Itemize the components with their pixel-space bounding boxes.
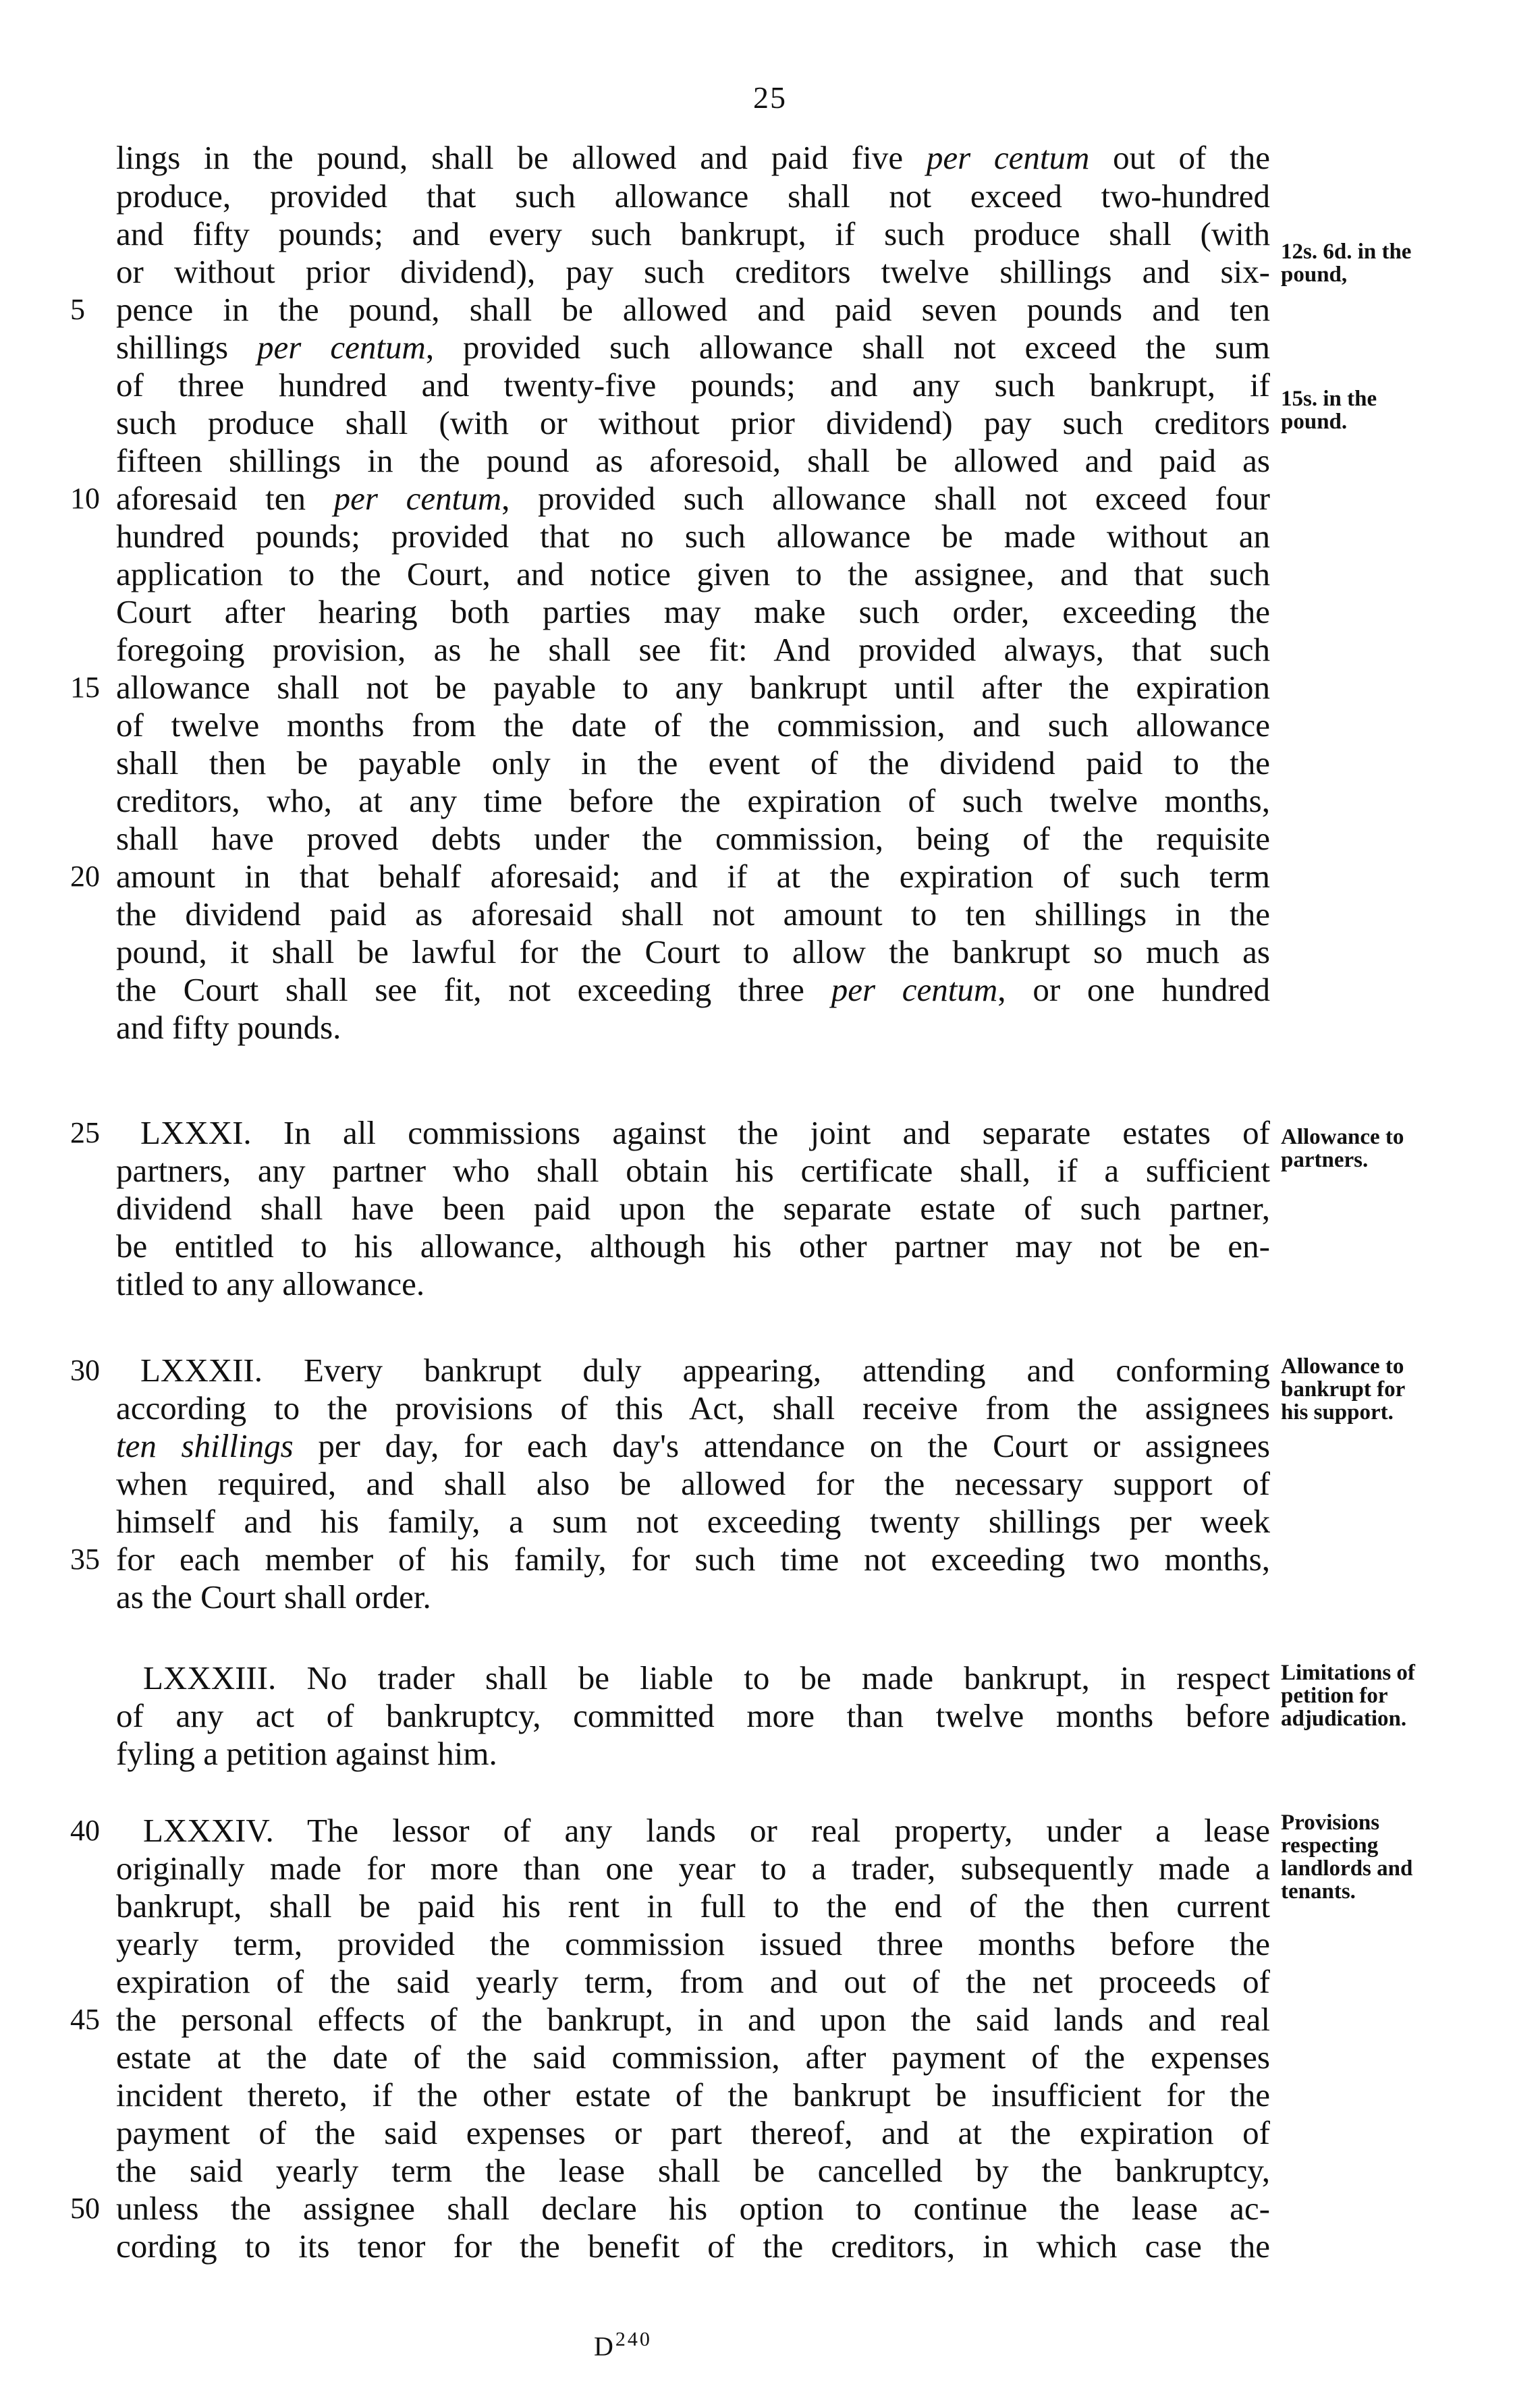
text-line: fyling a petition against him.	[116, 1735, 497, 1772]
text-line: and fifty pounds; and every such bankrupt, if such produce shall (with	[116, 215, 1270, 252]
text-line: Court after hearing both parties may make such order, exceeding the	[116, 593, 1270, 630]
margin-note-line: Limitations of	[1281, 1661, 1415, 1685]
text-line: such produce shall (with or without prior dividend) pay such creditors	[116, 404, 1270, 441]
text-line: the personal effects of the bankrupt, in and upon the said lands and real	[116, 2001, 1270, 2038]
margin-note	[1281, 1811, 1531, 1903]
text-line: bankrupt, shall be paid his rent in full to the end of the then current	[116, 1887, 1270, 1925]
text-line: produce, provided that such allowance shall not exceed two-hundred	[116, 177, 1270, 215]
margin-note-line: adjudication.	[1281, 1707, 1407, 1731]
line-number: 40	[70, 1814, 100, 1847]
text-line: hundred pounds; provided that no such allowance be made without an	[116, 518, 1270, 555]
text-line: the dividend paid as aforesaid shall not amount to ten shillings in the	[116, 895, 1270, 933]
margin-note-line: partners.	[1281, 1148, 1369, 1172]
text-line: payment of the said expenses or part thereof, and at the expiration of	[116, 2114, 1270, 2151]
margin-note	[1281, 1126, 1531, 1171]
text-line: partners, any partner who shall obtain his certificate shall, if a sufficient	[116, 1152, 1270, 1189]
line-number: 45	[70, 2003, 100, 2036]
signature-number: 240	[615, 2328, 652, 2350]
line-number: 30	[70, 1354, 100, 1387]
text-line: estate at the date of the said commission, after payment of the expenses	[116, 2039, 1270, 2076]
text-line: originally made for more than one year to a trader, subsequently made a	[116, 1850, 1270, 1887]
margin-note	[1281, 387, 1531, 433]
margin-note-line: bankrupt for	[1281, 1377, 1406, 1402]
text-line: of twelve months from the date of the commission, and such allowance	[116, 707, 1270, 744]
text-line: lings in the pound, shall be allowed and paid five per centum out of the	[116, 139, 1270, 176]
margin-note-line: tenants.	[1281, 1879, 1356, 1904]
text-line: according to the provisions of this Act, shall receive from the assignees	[116, 1389, 1270, 1427]
text-line: LXXXII. Every bankrupt duly appearing, attending and conforming	[140, 1352, 1270, 1389]
text-line: of any act of bankruptcy, committed more than twelve months before	[116, 1697, 1270, 1734]
signature-letter: D	[594, 2331, 615, 2362]
margin-note-line: 15s. in the	[1281, 387, 1377, 411]
text-line: expiration of the said yearly term, from and out of the net proceeds of	[116, 1963, 1270, 2000]
line-number: 25	[70, 1116, 100, 1149]
text-line: the Court shall see fit, not exceeding three per centum, or one hundred	[116, 971, 1270, 1008]
text-line: shillings per centum, provided such allowance shall not exceed the sum	[116, 329, 1270, 366]
text-line: and fifty pounds.	[116, 1009, 341, 1046]
text-line: LXXXIII. No trader shall be liable to be made bankrupt, in respect	[143, 1659, 1270, 1696]
margin-note-line: 12s. 6d. in the	[1281, 240, 1412, 264]
line-number: 50	[70, 2192, 100, 2225]
text-line: LXXXIV. The lessor of any lands or real property, under a lease	[143, 1812, 1270, 1849]
margin-note-line: pound,	[1281, 262, 1348, 287]
text-line: himself and his family, a sum not exceeding twenty shillings per week	[116, 1503, 1270, 1540]
text-line: shall have proved debts under the commission, being of the requisite	[116, 820, 1270, 857]
margin-note-line: his support.	[1281, 1400, 1394, 1425]
printer-signature	[594, 2328, 652, 2362]
text-line: as the Court shall order.	[116, 1578, 431, 1615]
text-line: when required, and shall also be allowed for the necessary support of	[116, 1465, 1270, 1502]
text-line: amount in that behalf aforesaid; and if at the expiration of such term	[116, 858, 1270, 895]
margin-note	[1281, 240, 1531, 286]
margin-note-line: petition for	[1281, 1684, 1388, 1708]
text-line: the said yearly term the lease shall be cancelled by the bankruptcy,	[116, 2152, 1270, 2189]
line-number: 10	[70, 482, 100, 515]
margin-note-line: Allowance to	[1281, 1354, 1404, 1379]
text-line: foregoing provision, as he shall see fit: And provided always, that such	[116, 631, 1270, 668]
text-line: aforesaid ten per centum, provided such allowance shall not exceed four	[116, 480, 1270, 517]
text-line: fifteen shillings in the pound as aforesoid, shall be allowed and paid as	[116, 442, 1270, 479]
text-line: dividend shall have been paid upon the separate estate of such partner,	[116, 1190, 1270, 1227]
text-line: pound, it shall be lawful for the Court to allow the bankrupt so much as	[116, 933, 1270, 970]
text-line: unless the assignee shall declare his option to continue the lease ac-	[116, 2190, 1270, 2227]
margin-note-line: Provisions	[1281, 1810, 1380, 1835]
line-number: 35	[70, 1543, 100, 1576]
text-line: be entitled to his allowance, although his other partner may not be en-	[116, 1227, 1270, 1265]
text-line: titled to any allowance.	[116, 1265, 425, 1302]
text-line: ten shillings per day, for each day's attendance on the Court or assignees	[116, 1427, 1270, 1464]
text-line: allowance shall not be payable to any bankrupt until after the expiration	[116, 669, 1270, 706]
text-line: of three hundred and twenty-five pounds; and any such bankrupt, if	[116, 366, 1270, 404]
margin-note-line: landlords and	[1281, 1856, 1413, 1881]
text-line: creditors, who, at any time before the expiration of such twelve months,	[116, 782, 1270, 819]
text-line: pence in the pound, shall be allowed and paid seven pounds and ten	[116, 291, 1270, 328]
margin-note-line: Allowance to	[1281, 1125, 1404, 1149]
text-line: shall then be payable only in the event of the dividend paid to the	[116, 744, 1270, 781]
text-line: yearly term, provided the commission issued three months before the	[116, 1925, 1270, 1962]
text-line: or without prior dividend), pay such creditors twelve shillings and six-	[116, 253, 1270, 290]
margin-note-line: respecting	[1281, 1833, 1379, 1858]
margin-note	[1281, 1661, 1531, 1730]
text-line: for each member of his family, for such time not exceeding two months,	[116, 1541, 1270, 1578]
margin-note	[1281, 1355, 1531, 1424]
text-line: application to the Court, and notice given to the assignee, and that such	[116, 555, 1270, 592]
page-number: 25	[753, 80, 787, 115]
text-line: cording to its tenor for the benefit of the creditors, in which case the	[116, 2228, 1270, 2265]
text-line: LXXXI. In all commissions against the joint and separate estates of	[140, 1114, 1270, 1151]
text-line: incident thereto, if the other estate of the bankrupt be insufficient for the	[116, 2076, 1270, 2113]
line-number: 5	[70, 293, 85, 326]
line-number: 15	[70, 671, 100, 704]
margin-note-line: pound.	[1281, 410, 1348, 434]
line-number: 20	[70, 860, 100, 893]
